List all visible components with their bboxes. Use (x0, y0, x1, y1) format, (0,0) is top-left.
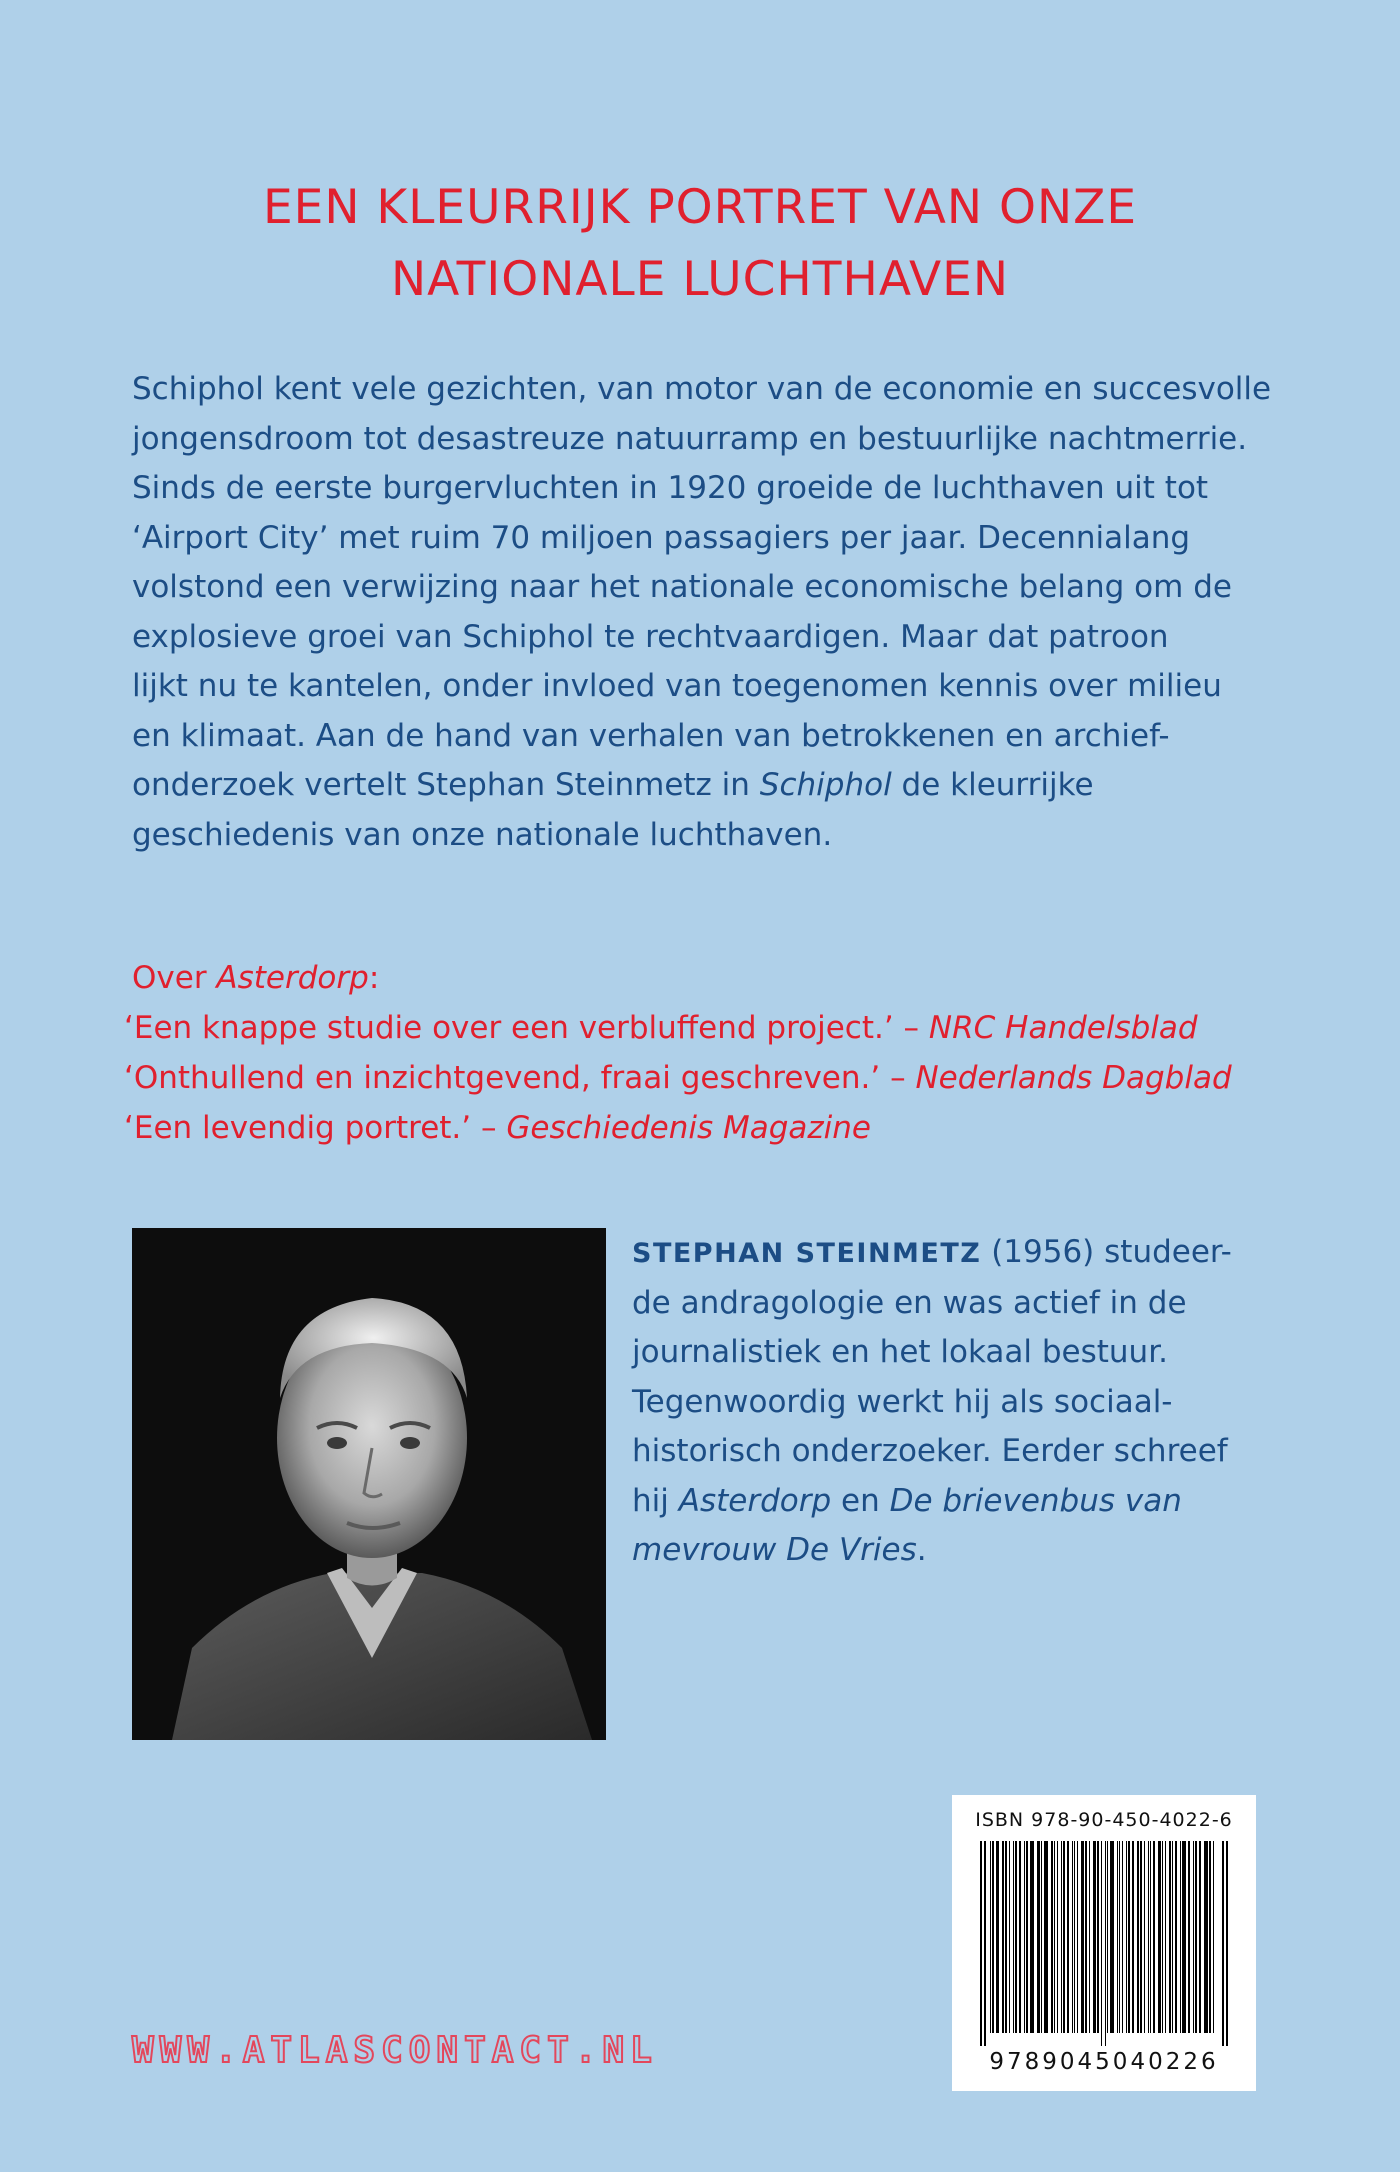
barcode-bar (1172, 1841, 1173, 2033)
review-quote (124, 1053, 1312, 1103)
review-text: ‘Een levendig portret.’ – (124, 1110, 507, 1146)
reviews-intro-suffix: : (368, 960, 380, 996)
website-url[interactable]: WWW.ATLASCONTACT.NL (132, 2030, 658, 2071)
barcode-bar (1074, 1841, 1075, 2033)
blurb-line (132, 761, 1292, 811)
barcode-bar (1153, 1841, 1155, 2033)
barcode-bar (1140, 1841, 1142, 2033)
barcode-bar (1081, 1841, 1084, 2033)
barcode-bar (1005, 1841, 1007, 2033)
author-bio-line: de andragologie en was actief in de (632, 1284, 1187, 1321)
review-quote (124, 1003, 1312, 1053)
reviews-intro (132, 953, 1312, 1003)
author-bio-text: . (916, 1532, 927, 1568)
barcode-bar (1110, 1841, 1114, 2033)
barcode-bar (1182, 1841, 1186, 2033)
barcode-bar (1165, 1841, 1166, 2033)
barcode-bar (1041, 1841, 1042, 2033)
reviews-intro-title: Asterdorp (216, 960, 369, 996)
barcode-bar (1195, 1841, 1197, 2033)
book-title-schiphol: Schiphol (759, 767, 892, 803)
barcode-bar (1148, 1841, 1149, 2033)
barcode-bar (1158, 1841, 1161, 2033)
blurb-line: geschiedenis van onze nationale luchthaven. (132, 816, 833, 853)
review-text: ‘Een knappe studie over een verbluffend project.’ – (124, 1010, 929, 1046)
author-portrait-illustration (132, 1228, 606, 1740)
barcode-bar (1107, 1841, 1108, 2033)
barcode-bar (996, 1841, 999, 2033)
reviews-intro-prefix: Over (132, 960, 217, 996)
barcode-digits: 9789045040226 (989, 2049, 1219, 2075)
barcode-bar (1226, 1841, 1228, 2046)
author-name: STEPHAN STEINMETZ (632, 1238, 982, 1269)
barcode-bar (1175, 1841, 1177, 2033)
barcode-bar (1061, 1841, 1062, 2033)
review-quote (124, 1103, 1312, 1153)
headline (0, 172, 1400, 316)
author-bio (632, 1228, 1322, 1576)
blurb-line: jongensdroom tot desastreuze natuurramp en bestuurlijke nachtmerrie. (132, 420, 1248, 457)
barcode-bar (1002, 1841, 1004, 2033)
author-bio-line (632, 1477, 1322, 1527)
barcode-bar (1037, 1841, 1040, 2033)
barcode-bar (980, 1841, 982, 2046)
barcode-bar (1213, 1841, 1214, 2033)
barcode-bar (1209, 1841, 1211, 2033)
barcode-bar (1063, 1841, 1065, 2033)
barcode-bar (1067, 1841, 1069, 2033)
barcode-bar (1072, 1841, 1073, 2033)
blurb-line: volstond een verwijzing naar het nationale economische belang om de (132, 569, 1232, 605)
barcode-bar (1089, 1841, 1090, 2033)
author-bio-text: en (831, 1482, 890, 1519)
barcode-bar (1077, 1841, 1078, 2033)
blurb (132, 365, 1292, 860)
author-bio-line (632, 1526, 1322, 1576)
barcode-bar (1180, 1841, 1181, 2033)
reviews (124, 953, 1312, 1153)
review-text: ‘Onthullend en inzichtgevend, fraai geschreven.’ – (124, 1060, 916, 1096)
barcode-bar (1030, 1841, 1034, 2033)
barcode-bar (1150, 1841, 1151, 2033)
barcode-bar (1132, 1841, 1134, 2033)
author-bio-line: historisch onderzoeker. Eerder schreef (632, 1433, 1228, 1469)
barcode-bar (1026, 1841, 1028, 2033)
barcode-bar (1051, 1841, 1053, 2033)
barcode-bar (1128, 1841, 1130, 2033)
barcode-bar (1024, 1841, 1025, 2033)
barcode-bar (1204, 1841, 1208, 2033)
barcode-bar (1122, 1841, 1123, 2033)
barcode-bar (1013, 1841, 1014, 2033)
book-title-asterdorp: Asterdorp (678, 1482, 832, 1519)
author-photo (132, 1228, 606, 1740)
blurb-text: de kleurrijke (891, 767, 1094, 803)
blurb-line: Schiphol kent vele gezichten, van motor van de economie en succesvolle (132, 371, 1272, 407)
barcode-bar (1044, 1841, 1048, 2033)
barcode-bar (1009, 1841, 1010, 2033)
review-source: Nederlands Dagblad (915, 1060, 1232, 1096)
headline-line-1: EEN KLEURRIJK PORTRET VAN ONZE (262, 180, 1138, 235)
blurb-line: Sinds de eerste burgervluchten in 1920 groeide de luchthaven uit tot (132, 470, 1209, 506)
barcode-bar (1054, 1841, 1055, 2033)
author-bio-text: hij (632, 1482, 679, 1519)
author-bio-line: journalistiek en het lokaal bestuur. (632, 1334, 1168, 1370)
headline-line-2: NATIONALE LUCHTHAVEN (391, 252, 1009, 307)
barcode-bar (992, 1841, 994, 2033)
book-title-brievenbus: De brievenbus van (889, 1482, 1182, 1519)
barcode-bar (1105, 1841, 1106, 2046)
blurb-line: explosieve groei van Schiphol te rechtvaardigen. Maar dat patroon (132, 618, 1169, 655)
barcode-bar (1117, 1841, 1118, 2033)
barcode-bars (978, 1841, 1230, 2051)
barcode-bar (1126, 1841, 1127, 2033)
book-title-brievenbus-cont: mevrouw De Vries (632, 1532, 917, 1568)
barcode-bar (1193, 1841, 1194, 2033)
barcode-bar (1057, 1841, 1058, 2033)
author-bio-line (632, 1228, 1322, 1279)
barcode-bar (1097, 1841, 1099, 2033)
review-source: Geschiedenis Magazine (506, 1110, 872, 1146)
blurb-line: en klimaat. Aan de hand van verhalen van betrokkenen en archief- (132, 717, 1170, 754)
barcode-bar (1188, 1841, 1190, 2033)
blurb-line: lijkt nu te kantelen, onder invloed van toegenomen kennis over milieu (132, 668, 1222, 704)
author-bio-line: Tegenwoordig werkt hij als sociaal- (632, 1383, 1173, 1420)
review-source: NRC Handelsblad (928, 1010, 1198, 1046)
barcode-bar (1137, 1841, 1139, 2033)
barcode-bar (1199, 1841, 1201, 2033)
barcode-bar (990, 1841, 991, 2033)
barcode-bar (1085, 1841, 1087, 2033)
barcode-bar (1101, 1841, 1102, 2046)
blurb-line: ‘Airport City’ met ruim 70 miljoen passagiers per jaar. Decennialang (132, 519, 1191, 556)
barcode-bar (1162, 1841, 1163, 2033)
barcode-bar (1019, 1841, 1021, 2033)
barcode-bar (1144, 1841, 1145, 2033)
author-bio-text: (1956) studeer- (981, 1234, 1232, 1270)
barcode-bar (1015, 1841, 1017, 2033)
barcode-bar (1222, 1841, 1224, 2046)
barcode-bar (1093, 1841, 1096, 2033)
barcode-bar (1169, 1841, 1171, 2033)
barcode-bar (984, 1841, 986, 2046)
blurb-text: onderzoek vertelt Stephan Steinmetz in (132, 767, 760, 803)
isbn-label: ISBN 978-90-450-4022-6 (975, 1809, 1233, 1831)
isbn-barcode (952, 1795, 1256, 2091)
barcode-bar (1119, 1841, 1120, 2033)
